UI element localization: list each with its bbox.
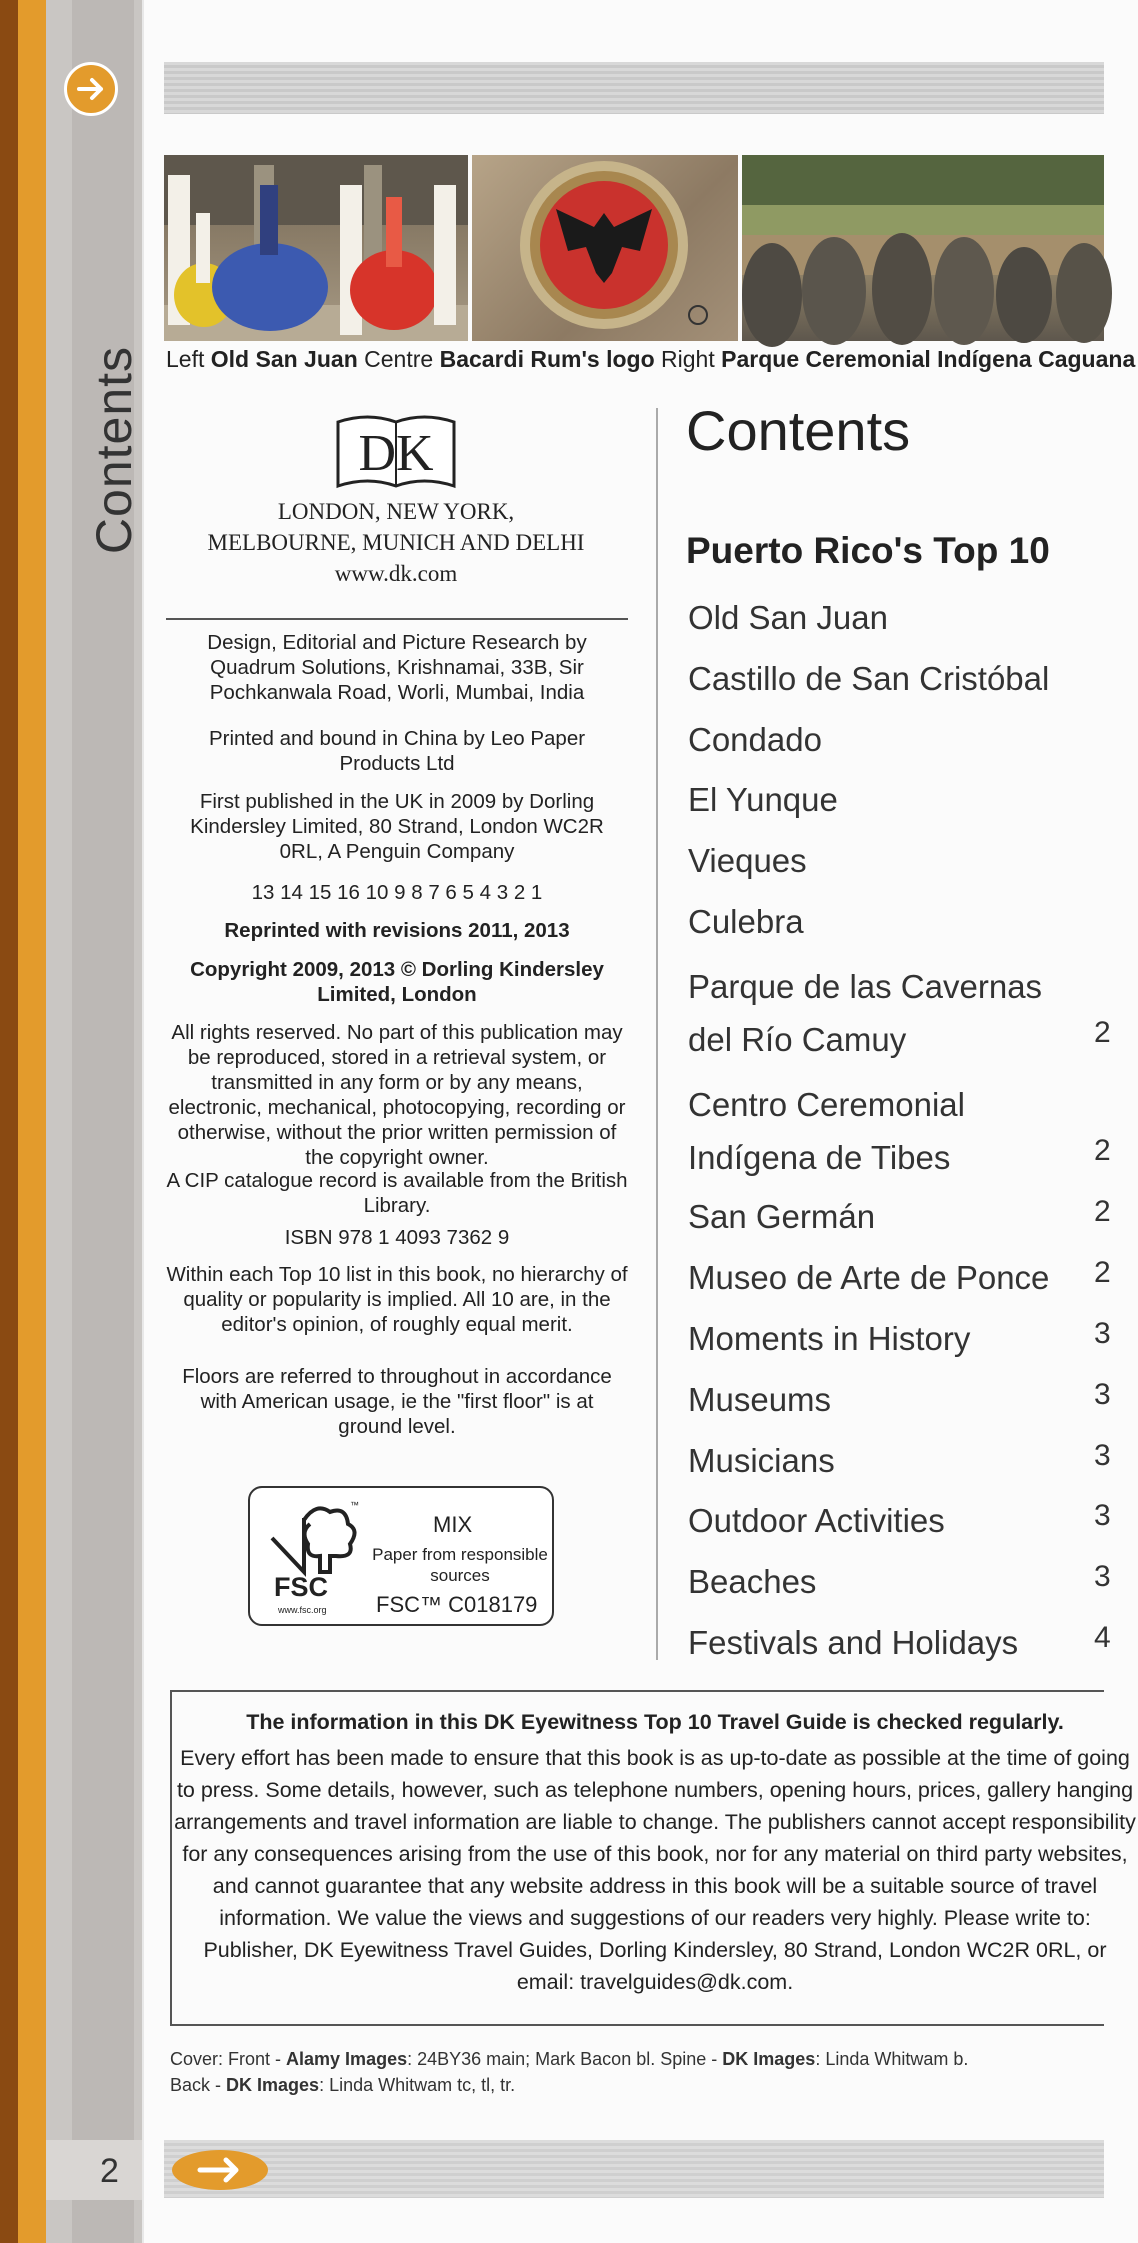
column-divider [656,408,658,1660]
page-number: 2 [100,2152,119,2190]
credit-dk-images: DK Images [722,2049,816,2069]
page-number-box [46,2140,142,2200]
credit-alamy: Alamy Images [286,2049,408,2069]
cover-prefix: Cover: Front - [170,2049,287,2069]
toc-item[interactable] [688,960,1108,1066]
next-arrow-icon[interactable] [64,62,118,116]
photo-caption [166,346,1135,373]
toc-item[interactable]: Museums [688,1381,832,1418]
toc-page-number: 2 [1094,1134,1111,1167]
toc-item[interactable]: San Germán [688,1198,876,1235]
toc-item[interactable]: Old San Juan [688,599,888,636]
publisher-cities-2: MELBOURNE, MUNICH AND DELHI [207,530,585,555]
caption-left: Old San Juan [210,346,358,372]
imprint-design: Design, Editorial and Picture Research by Quadrum Solutions, Krishnamai, 33B, Sir Pochkanwala Road, Worli, Mumbai, India [207,631,587,704]
imprint-isbn: ISBN 978 1 4093 7362 9 [284,1226,510,1249]
next-page-arrow-icon[interactable] [172,2150,268,2190]
toc-item-line: Centro Ceremonial [688,1086,965,1123]
footer-stripe [164,2140,1104,2198]
contents-title: Contents [686,399,911,462]
svg-text:™: ™ [350,1500,359,1510]
imprint-floors: Floors are referred to throughout in accordance with American usage, ie the "first floor" is at ground level. [182,1365,612,1438]
caption-right-prefix: Right [661,346,715,372]
photo-old-san-juan [164,155,468,341]
toc-page-number: 4 [1094,1621,1111,1654]
fsc-tree-icon [264,1498,364,1578]
imprint-hierarchy: Within each Top 10 list in this book, no hierarchy of quality or popularity is implied. All 10 are, in the editor's opinion, of roughly equal merit. [166,1263,628,1336]
imprint-cip: A CIP catalogue record is available from the British Library. [166,1169,628,1217]
spine-edge [0,0,18,2243]
imprint-reprinted: Reprinted with revisions 2011, 2013 [224,919,570,942]
toc-item[interactable]: Museo de Arte de Ponce [688,1259,1050,1296]
header-stripe [164,62,1104,114]
fsc-code: FSC™ C018179 [376,1592,538,1617]
photo-caguana [742,155,1104,341]
orange-band [18,0,46,2243]
toc-page-number: 3 [1094,1499,1111,1532]
dk-logo [334,408,458,490]
toc-item-line: del Río Camuy [688,1021,907,1058]
toc-item-line: Indígena de Tibes [688,1139,951,1176]
info-box [170,1690,1136,2026]
toc-page-number: 2 [1094,1256,1111,1289]
toc-item[interactable]: Musicians [688,1442,835,1479]
toc-item[interactable]: Festivals and Holidays [688,1624,1019,1661]
svg-text:DK: DK [358,425,434,482]
toc-item[interactable]: Condado [688,721,822,758]
sidebar-inner [72,0,134,2243]
caption-right: Parque Ceremonial Indígena Caguana [721,346,1136,372]
toc-item-line: Parque de las Cavernas [688,968,1043,1005]
section-heading: Puerto Rico's Top 10 [686,530,1050,571]
toc-page-number: 3 [1094,1439,1111,1472]
toc-page-number: 3 [1094,1317,1111,1350]
toc-page-number: 2 [1094,1195,1111,1228]
publisher-website: www.dk.com [334,561,458,586]
toc-item[interactable] [688,1078,1108,1184]
imprint-copyright: Copyright 2009, 2013 © Dorling Kindersley Limited, London [190,958,604,1006]
fsc-paper-from: Paper from responsible sources [372,1545,548,1585]
toc-item[interactable]: Moments in History [688,1320,971,1357]
publisher-cities-1: LONDON, NEW YORK, [277,499,515,524]
toc-item[interactable]: Beaches [688,1563,817,1600]
info-body: Every effort has been made to ensure that this book is as up-to-date as possible at the time of going to press. Some details, however, such as telephone numbers, opening hours, prices, gallery hanging arrangements and travel information are liable to change. The publishers cannot accept responsibility for any consequences arising from the use of this book, nor for any material on third party websites, and cannot guarantee that any website address in this book will be a suitable source of travel information. We value the views and suggestions of our readers very highly. Please write to: Publisher, DK Eyewitness Travel Guides, Dorling Kindersley, 80 Strand, London WC2R 0RL, or email: travelguides@dk.com. [174,1746,1136,1994]
fsc-url: www.fsc.org [278,1605,327,1615]
sidebar-title: Contents [86,345,142,555]
fsc-badge [248,1486,554,1626]
info-heading: The information in this DK Eyewitness Top 10 Travel Guide is checked regularly. [246,1710,1064,1734]
caption-centre-prefix: Centre [364,346,434,372]
back-prefix: Back - [170,2075,227,2095]
credit-alamy-text: : 24BY36 main; Mark Bacon bl. Spine - [407,2049,723,2069]
toc-item[interactable]: Culebra [688,903,804,940]
caption-left-prefix: Left [166,346,205,372]
cover-credits [170,2046,1080,2098]
toc-item[interactable]: Vieques [688,842,807,879]
toc-page-number: 3 [1094,1560,1111,1593]
credit-dk-images-back: DK Images [226,2075,320,2095]
imprint-print-line: 13 14 15 16 10 9 8 7 6 5 4 3 2 1 [251,881,543,904]
toc-page-number: 2 [1094,1016,1111,1049]
toc-item[interactable]: Castillo de San Cristóbal [688,660,1050,697]
toc-item[interactable]: El Yunque [688,781,838,818]
imprint-rights: All rights reserved. No part of this publication may be reproduced, stored in a retrieval system, or transmitted in any form or by any means, electronic, mechanical, photocopying, recording or otherwise, without the prior written permission of the copyright owner. [168,1021,626,1169]
toc-page-number: 3 [1094,1378,1111,1411]
divider [166,618,628,620]
toc-item[interactable]: Outdoor Activities [688,1502,945,1539]
imprint-first-published: First published in the UK in 2009 by Dorling Kindersley Limited, 80 Strand, London WC2R 0RL, A Penguin Company [190,790,604,863]
credit-spine-text: : Linda Whitwam b. [815,2049,969,2069]
caption-centre: Bacardi Rum's logo [439,346,655,372]
fsc-mix: MIX [433,1512,473,1537]
publisher-block [164,496,628,589]
credit-back-text: : Linda Whitwam tc, tl, tr. [319,2075,516,2095]
imprint-printed: Printed and bound in China by Leo Paper Products Ltd [208,727,586,775]
photo-bacardi-logo [472,155,738,341]
fsc-logo-word: FSC [274,1572,328,1602]
